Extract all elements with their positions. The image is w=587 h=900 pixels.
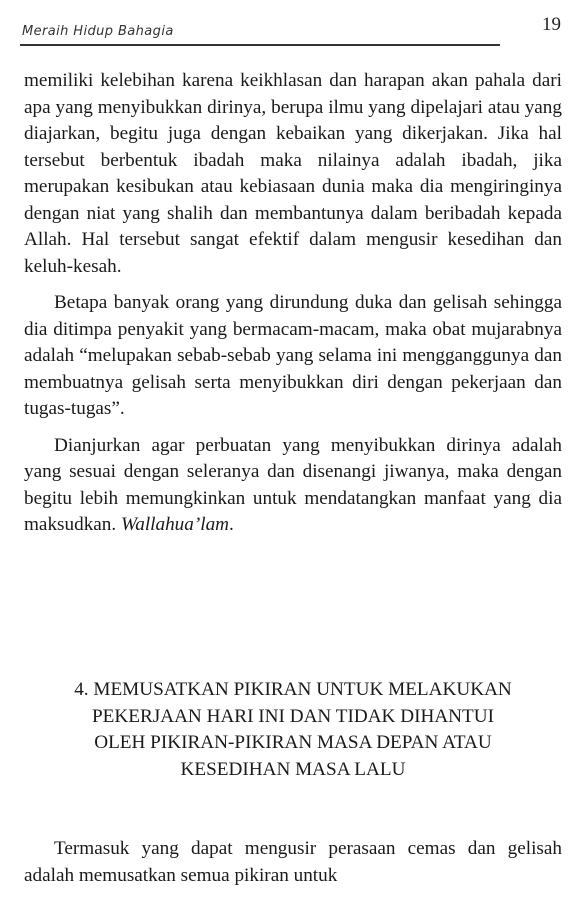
heading-line: PEKERJAAN HARI INI DAN TIDAK DIHANTUI	[91, 705, 494, 727]
heading-line: KESEDIHAN MASA LALU	[180, 758, 406, 780]
paragraph-termasuk: Termasuk yang dapat mengusir perasaan cemas dan gelisah adalah memusatkan semua pikiran untuk	[24, 838, 562, 886]
paragraph-betapa: Betapa banyak orang yang dirundung duka dan gelisah sehingga dia ditimpa penyakit yang bermacam-macam, maka obat mujarabnya adalah “melupakan sebab-sebab yang selama ini mengganggunya dan membuatnya gelisah serta menyibukkan diri dengan pekerjaan dan tugas-tugas”.	[24, 292, 562, 419]
body-text	[24, 68, 562, 539]
paragraph-dianjurkan-text: Dianjurkan agar perbuatan yang menyibukkan dirinya adalah yang sesuai dengan seleranya dan disenangi jiwanya, maka dengan begitu lebih memungkinkan untuk mendatangkan manfaat yang dia maksudkan.	[24, 434, 562, 535]
closing-punct: .	[229, 514, 234, 535]
page-header	[20, 14, 565, 54]
heading-line: OLEH PIKIRAN-PIKIRAN MASA DEPAN ATAU	[94, 732, 492, 753]
page-number: 19	[542, 14, 561, 35]
paragraph-dianjurkan	[24, 433, 562, 539]
final-paragraph-block	[24, 836, 562, 889]
paragraph-continued: memiliki kelebihan karena keikhlasan dan harapan akan pahala dari apa yang menyibukkan dirinya, berupa ilmu yang dipelajari atau yang diajarkan, begitu juga dengan kebaikan yang dikerjakan. Jika hal tersebut berbentuk ibadah maka nilainya adalah ibadah, jika merupakan kesibukan atau kebiasaan dunia maka dia mengiringinya dengan niat yang shalih dan membantunya dalam beribadah kepada Allah. Hal tersebut sangat efektif dalam mengusir kesedihan dan keluh-kesah.	[24, 70, 562, 277]
section-heading	[24, 677, 562, 783]
closing-phrase: Wallahua’lam	[121, 514, 230, 535]
heading-line: 4. MEMUSATKAN PIKIRAN UNTUK MELAKUKAN	[74, 679, 512, 700]
running-title: Meraih Hidup Bahagia	[22, 24, 174, 39]
header-rule	[20, 44, 500, 46]
